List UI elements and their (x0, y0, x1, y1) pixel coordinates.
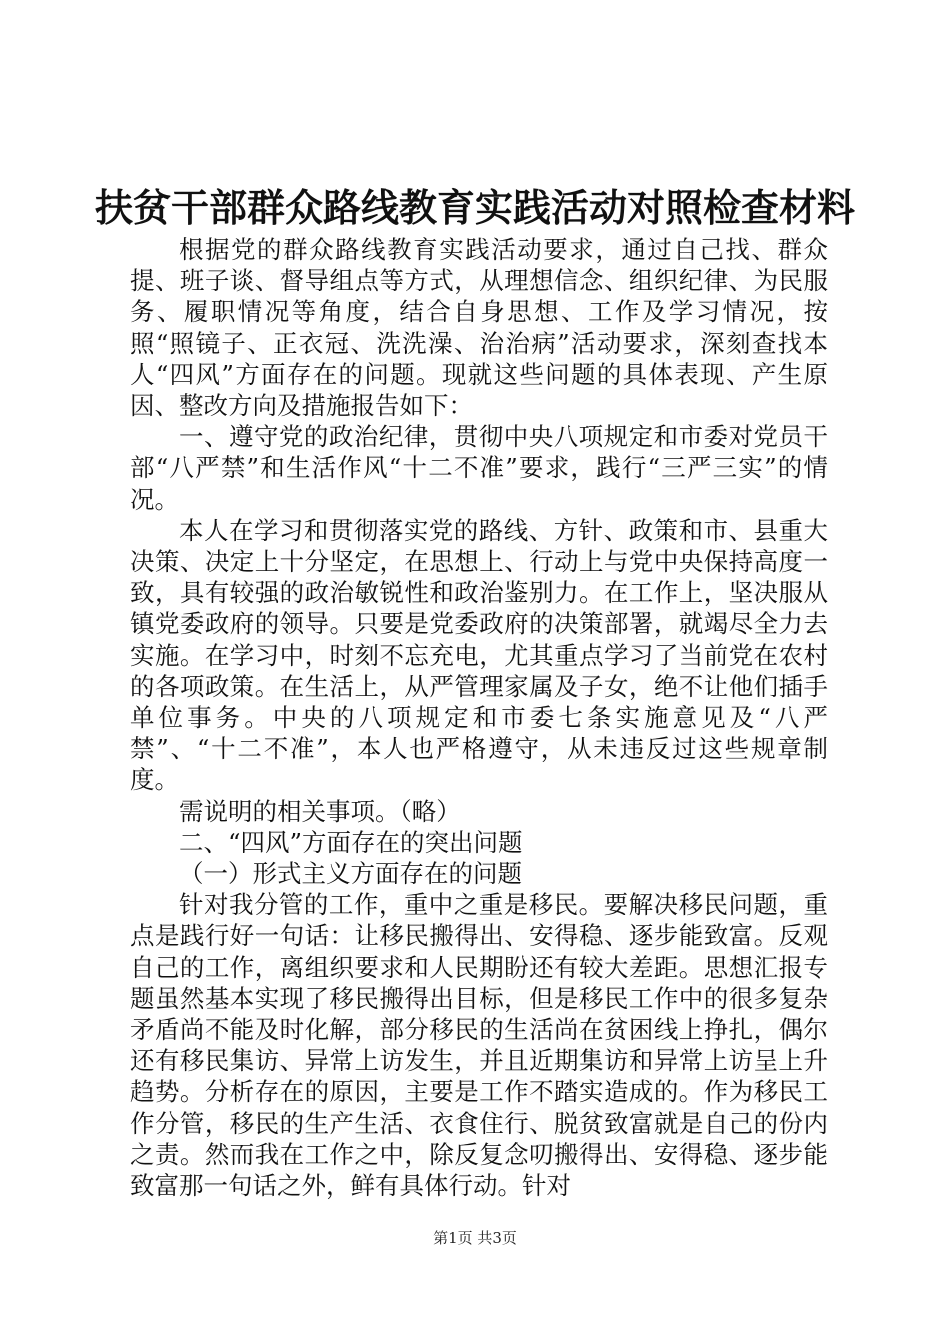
paragraph-subsection-1-heading: （一）形式主义方面存在的问题 (179, 859, 522, 889)
page-footer: 第1页 共3页 (433, 1229, 517, 1247)
paragraph-intro: 根据党的群众路线教育实践活动要求，通过自己找、群众提、班子谈、督导组点等方式，从理想信念、组织纪律、为民服务、履职情况等角度，结合自身思想、工作及学习情况，按照“照镜子、正衣冠、洗洗澡、治治病”活动要求，深刻查找本人“四风”方面存在的问题。现就这些问题的具体表现、产生原因、整改方向及措施报告如下： (130, 235, 828, 421)
document-body (130, 234, 828, 1201)
paragraph-section-1-content: 本人在学习和贯彻落实党的路线、方针、政策和市、县重大决策、决定上十分坚定，在思想上、行动上与党中央保持高度一致，具有较强的政治敏锐性和政治鉴别力。在工作上，坚决服从镇党委政府的领导。只要是党委政府的决策部署，就竭尽全力去实施。在学习中，时刻不忘充电，尤其重点学习了当前党在农村的各项政策。在生活上，从严管理家属及子女，绝不让他们插手单位事务。中央的八项规定和市委七条实施意见及“八严禁”、“十二不准”，本人也严格遵守，从未违反过这些规章制度。 (130, 515, 828, 795)
paragraph-section-2-heading: 二、“四风”方面存在的突出问题 (179, 827, 523, 857)
document-title: 扶贫干部群众路线教育实践活动对照检查材料 (94, 185, 855, 230)
paragraph-section-1-heading: 一、遵守党的政治纪律，贯彻中央八项规定和市委对党员干部“八严禁”和生活作风“十二不准”要求，践行“三严三实”的情况。 (130, 422, 828, 514)
paragraph-note: 需说明的相关事项。（略） (179, 796, 461, 826)
paragraph-subsection-1-content: 针对我分管的工作，重中之重是移民。要解决移民问题，重点是践行好一句话：让移民搬得出、安得稳、逐步能致富。反观自己的工作，离组织要求和人民期盼还有较大差距。思想汇报专题虽然基本实现了移民搬得出目标，但是移民工作中的很多复杂矛盾尚不能及时化解，部分移民的生活尚在贫困线上挣扎，偶尔还有移民集访、异常上访发生，并且近期集访和异常上访呈上升趋势。分析存在的原因，主要是工作不踏实造成的。作为移民工作分管，移民的生产生活、衣食住行、脱贫致富就是自己的份内之责。然而我在工作之中，除反复念叨搬得出、安得稳、逐步能致富那一句话之外，鲜有具体行动。针对 (130, 890, 828, 1201)
